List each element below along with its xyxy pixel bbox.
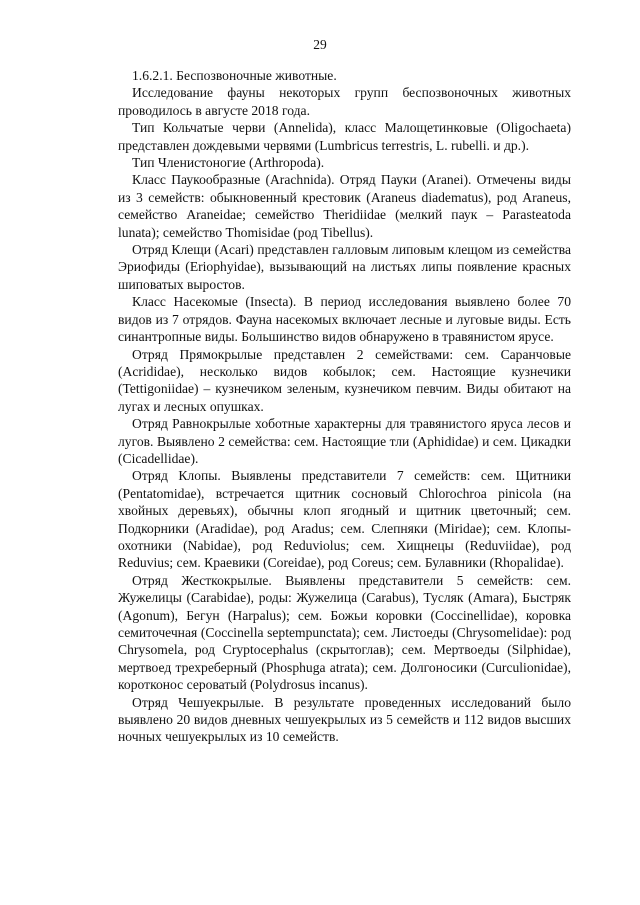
paragraph: Тип Членистоногие (Arthropoda). (132, 155, 325, 171)
paragraph: Тип Кольчатые черви (Annelida), класс Малощетинковые (Oligochaeta) представлен дождевыми червями (Lumbricus terrestris, L. rubelli. и др.). (118, 120, 571, 153)
paragraph: Исследование фауны некоторых групп беспозвоночных животных проводилось в августе 2018 года. (118, 85, 571, 118)
paragraph: Отряд Клещи (Acari) представлен галловым липовым клещом из семейства Эриофиды (Eriophyidae), вызывающий на листьях липы появление красных шиповатых выростов. (118, 242, 571, 292)
paragraph: Класс Насекомые (Insecta). В период исследования выявлено более 70 видов из 7 отрядов. Фауна насекомых включает лесные и луговые виды. Есть синантропные виды. Большинство видов обнаружено в травянистом ярусе. (118, 294, 571, 345)
paragraph: Отряд Клопы. Выявлены представители 7 семейств: сем. Щитники (Pentatomidae), встречается щитник сосновый Chlorochroa pinicola (на хвойных деревьях), обычны клоп ягодный и щитник цветочный; сем. Подкорники (Aradidae), род Aradus; сем. Слепняки (Miridae); сем. Клопы-охотники (Nabidae), род Reduviolus; сем. Хищнецы (Reduviidae), род Reduvius; сем. Краевики (Coreidae), род Coreus; сем. Булавники (Rhopalidae). (118, 468, 571, 571)
paragraph: Отряд Жесткокрылые. Выявлены представители 5 семейств: сем. Жужелицы (Carabidae), роды: Жужелица (Carabus), Тусляк (Amara), Быстряк (Agonum), Бегун (Harpalus); сем. Божьи коровки (Coccinellidae), коровка семиточечная (Coccinella septempunctata); сем. Листоеды (Chrysomelidae): род Chrysomela, род Cryptocephalus (скрытоглав); сем. Мертвоеды (Silphidae), мертвоед трехреберный (Phosphuga atrata); сем. Долгоносики (Curculionidae), коротконос сероватый (Polydrosus incanus). (118, 572, 571, 693)
paragraph: Отряд Чешуекрылые. В результате проведенных исследований было выявлено 20 видов дневных чешуекрылых из 5 семейств и 112 видов высших ночных чешуекрылых из 10 семейств. (118, 694, 571, 745)
paragraph: Отряд Прямокрылые представлен 2 семействами: сем. Саранчовые (Acrididae), несколько видов кобылок; сем. Настоящие кузнечики (Tettigoniidae) – кузнечиком зеленым, кузнечиком певчим. Виды обитают на лугах и лесных опушках. (118, 346, 571, 414)
paragraph: Отряд Равнокрылые хоботные характерны для травянистого яруса лесов и лугов. Выявлено 2 семейства: сем. Настоящие тли (Aphididae) и сем. Цикадки (Cicadellidae). (118, 416, 571, 466)
document-body (118, 67, 571, 746)
page-number: 29 (313, 37, 327, 52)
section-heading: 1.6.2.1. Беспозвоночные животные. (132, 68, 337, 83)
paragraph: Класс Паукообразные (Arachnida). Отряд Пауки (Aranei). Отмечены виды из 3 семейств: обыкновенный крестовик (Araneus diadematus), род Araneus, семейство Araneidae; семейство Theridiidae (мелкий паук – Parasteatoda lunata); семейство Thomisidae (род Tibellus). (118, 172, 571, 240)
